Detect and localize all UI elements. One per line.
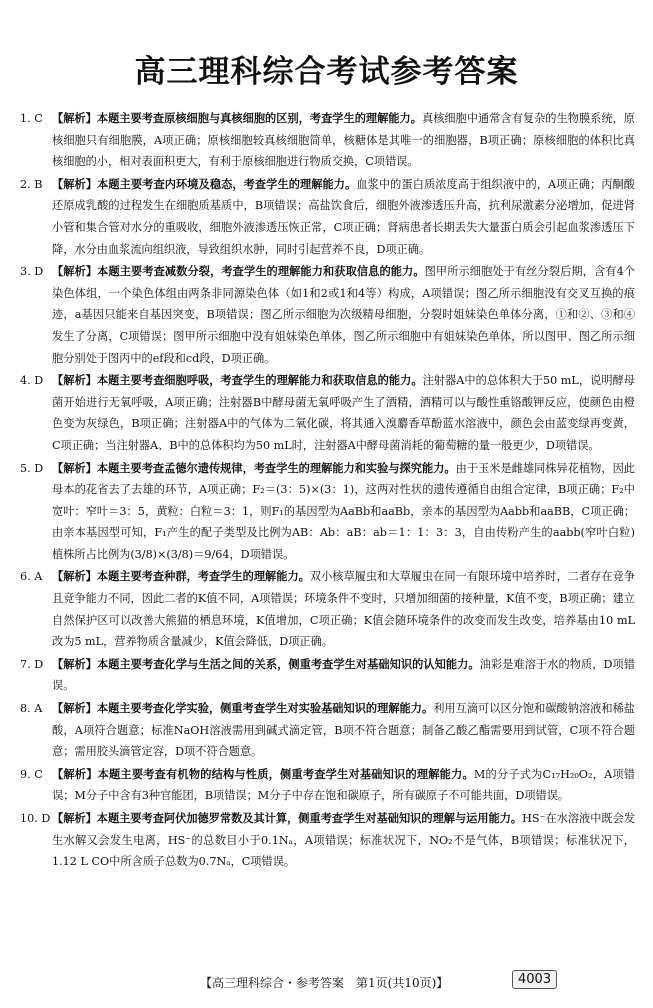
item-text: 由于玉米是雌雄同株异花植物，因此母本的花省去了去雄的环节，A项正确；F₂＝(3：5)×(3：1)，这两对性状的遗传遵循自由组合定律，B项正确；F₂中宽叶：窄叶＝3：5，黄粒：白粒＝3：1，则F₁的基因型为AaBb和aaBb，亲本的基因型为Aabb和aaBB，C项正确；由亲本基因型可知，F₁产生的配子类型及比例为AB：Ab：aB：ab＝1：1：3：3，自由传粉产生的aabb(窄叶白粒)植株所占比例为(3/8)×(3/8)＝9/64，D项错误。 <box>52 461 635 561</box>
item-number: 8. A <box>20 702 43 716</box>
item-lead: 本题主要考查阿伏加德罗常数及其计算，侧重考查学生对基础知识的理解与运用能力。 <box>96 812 523 825</box>
item-number: 2. B <box>20 177 43 191</box>
item-text: M的分子式为C₁₇H₂₀O₂，A项错误；M分子中含有3种官能团，B项错误；M分子中存在饱和碳原子，所有碳原子不可能共面，D项错误。 <box>52 767 635 803</box>
item-number: 1. C <box>20 112 43 125</box>
item-text: 图甲所示细胞处于有丝分裂后期，含有4个染色体组，一个染色体组由两条非同源染色体（如1和2或1和4等）构成，A项错误；图乙所示细胞没有交叉互换的痕迹，a基因只能来自基因突变，B项错误；图乙所示细胞为次级精母细胞，分裂时姐妹染色单体分离，①和②、③和④发生了分离，C项错误；图甲所示细胞中没有姐妹染色单体，图乙所示细胞中有姐妹染色单体，所以图甲、图乙所示细胞分别处于图丙中的ef段和cd段，D项正确。 <box>52 265 635 365</box>
answer-item <box>20 654 635 697</box>
item-body <box>52 458 635 566</box>
item-text: 油彩是难溶于水的物质，D项错误。 <box>52 657 635 693</box>
answer-item <box>20 174 635 260</box>
item-lead: 本题主要考查有机物的结构与性质，侧重考查学生对基础知识的理解能力。 <box>97 767 474 781</box>
item-number: 3. D <box>20 265 44 279</box>
item-text: HS⁻在水溶液中既会发生水解又会发生电离，HS⁻的总数目小于0.1Nₐ，A项错误；标准状况下，NO₂不是气体，B项错误；标准状况下，1.12 L CO中所含质子总数为0.7Nₐ，C项错误。 <box>52 812 635 869</box>
item-body <box>52 764 635 807</box>
item-tag: 【解析】 <box>52 570 97 584</box>
item-lead: 本题主要考查化学与生活之间的关系，侧重考查学生对基础知识的认知能力。 <box>97 657 480 671</box>
item-lead: 本题主要考查减数分裂，考查学生的理解能力和获取信息的能力。 <box>97 265 425 279</box>
item-body <box>52 654 635 697</box>
item-number: 5. D <box>20 461 44 475</box>
answer-item <box>20 698 635 763</box>
answer-item <box>20 458 635 566</box>
item-tag: 【解析】 <box>52 767 98 781</box>
answer-item <box>20 566 635 652</box>
item-tag: 【解析】 <box>52 702 97 716</box>
item-body <box>52 108 635 173</box>
item-text: 利用互滴可以区分饱和碳酸钠溶液和稀盐酸，A项符合题意；标准NaOH溶液需用到碱式滴定管，B项不符合题意；制备乙酸乙酯需要用到试管，C项不符合题意；需用胶头滴管定容，D项不符合题意。 <box>52 702 635 759</box>
item-tag: 【解析】 <box>52 461 97 475</box>
item-number: 4. D <box>20 374 44 388</box>
item-number: 7. D <box>20 657 44 671</box>
item-text: 真核细胞中通常含有复杂的生物膜系统，原核细胞只有细胞膜，A项正确；原核细胞较真核细胞简单，核糖体是其唯一的细胞器，B项正确；原核细胞的体积比真核细胞的小，相对表面积更大，有利于原核细胞进行物质交换，C项错误。 <box>52 112 635 169</box>
item-lead: 本题主要考查内环境及稳态，考查学生的理解能力。 <box>97 177 357 191</box>
item-tag: 【解析】 <box>52 177 98 191</box>
item-number: 9. C <box>20 767 43 781</box>
item-body <box>52 174 635 260</box>
item-tag: 【解析】 <box>52 374 97 388</box>
item-body <box>52 261 635 369</box>
page-title: 高三理科综合考试参考答案 <box>134 54 519 90</box>
item-body <box>52 808 635 873</box>
item-tag: 【解析】 <box>52 265 98 279</box>
answer-item <box>20 764 635 807</box>
item-body <box>52 566 635 652</box>
answer-item <box>20 261 635 369</box>
exam-code-badge: 4003 <box>512 970 557 989</box>
item-text: 双小核草履虫和大草履虫在同一有限环境中培养时，二者存在竞争且竞争能力不同，因此二者的K值不同，A项错误；环境条件不变时，只增加细菌的接种量，K值不变，B项正确；建立自然保护区可以改善大熊猫的栖息环境，K值增加，C项正确；K值会随环境条件的改变而发生改变，培养基由10 mL改为5 mL，营养物质含量减少，K值会降低，D项正确。 <box>52 570 635 649</box>
answer-item <box>20 108 635 173</box>
item-number: 6. A <box>20 570 43 584</box>
item-tag: 【解析】 <box>52 657 98 671</box>
item-text: 注射器A中的总体积大于50 mL，说明酵母菌开始进行无氧呼吸，A项正确；注射器B中酵母菌无氧呼吸产生了酒精，酒精可以与酸性重铬酸钾反应，使颜色由橙色变为灰绿色，B项正确；注射器A中的气体为二氧化碳，将其通入溴麝香草酚蓝水溶液中，颜色会由蓝变绿再变黄，C项正确；当注射器A、B中的总体积均为50 mL时，注射器A中酵母菌消耗的葡萄糖的量一般更少，D项错误。 <box>52 374 635 452</box>
item-lead: 本题主要考查化学实验，侧重考查学生对实验基础知识的理解能力。 <box>96 702 434 716</box>
answer-item <box>20 808 635 873</box>
item-body <box>52 370 635 456</box>
answer-item <box>20 370 635 456</box>
item-lead: 本题主要考查原核细胞与真核细胞的区别，考查学生的理解能力。 <box>96 112 422 125</box>
item-tag: 【解析】 <box>52 112 97 125</box>
item-body <box>52 698 635 763</box>
page-footer <box>0 970 653 992</box>
item-lead: 本题主要考查细胞呼吸，考查学生的理解能力和获取信息的能力。 <box>96 374 423 388</box>
item-tag: 【解析】 <box>52 812 97 825</box>
item-text: 血浆中的蛋白质浓度高于组织液中的，A项正确；丙酮酸还原成乳酸的过程发生在细胞质基质中，B项错误；高盐饮食后，细胞外液渗透压升高，抗利尿激素分泌增加，促进肾小管和集合管对水分的重吸收，细胞外液渗透压恢正常，C项正确；肾病患者长期丢失大量蛋白质会引起血浆渗透压下降，水分由血浆流向组织液，导致组织水肿，同时引起营养不良，D项正确。 <box>52 177 635 256</box>
item-lead: 本题主要考查孟德尔遗传规律，考查学生的理解能力和实验与探究能力。 <box>96 461 456 475</box>
footer-text: 【高三理科综合・参考答案 第1页(共10页)】 <box>200 976 449 990</box>
item-number: 10. D <box>20 812 51 825</box>
item-lead: 本题主要考查种群，考查学生的理解能力。 <box>96 570 310 584</box>
answer-list <box>20 108 635 874</box>
